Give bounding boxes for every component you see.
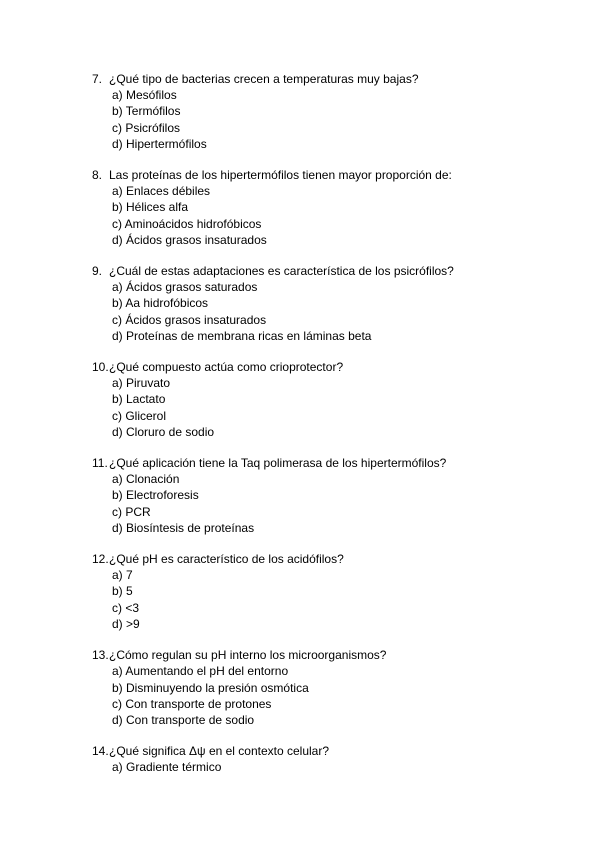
question-text: Las proteínas de los hipertermófilos tienen mayor proporción de: [109, 168, 452, 183]
option-list [92, 87, 572, 152]
question-13 [92, 647, 572, 728]
question-number: 7. [92, 72, 103, 86]
option-a: a) Mesófilos [112, 88, 177, 103]
option-a: a) Ácidos grasos saturados [112, 280, 258, 295]
option-list [92, 471, 572, 536]
question-number: 11. [92, 456, 108, 471]
question-header [92, 743, 572, 759]
option-list [92, 279, 572, 344]
question-header [92, 167, 572, 183]
question-11 [92, 455, 572, 536]
question-7 [92, 71, 572, 152]
option-b: b) Hélices alfa [112, 200, 189, 215]
question-header [92, 71, 572, 87]
question-14 [92, 743, 572, 775]
question-header [92, 263, 572, 279]
question-text: ¿Qué tipo de bacterias crecen a temperaturas muy bajas? [109, 72, 419, 86]
option-d: d) Ácidos grasos insaturados [112, 232, 267, 247]
question-header [92, 647, 572, 663]
option-d: d) Cloruro de sodio [112, 424, 215, 439]
option-c: c) Psicrófilos [112, 120, 181, 135]
question-text: ¿Cuál de estas adaptaciones es característica de los psicrófilos? [109, 264, 454, 279]
option-b: b) Lactato [112, 392, 166, 407]
option-c: c) Ácidos grasos insaturados [112, 312, 267, 327]
option-d: d) Con transporte de sodio [112, 712, 255, 727]
question-number: 10. [92, 360, 109, 375]
option-d: d) Hipertermófilos [112, 136, 207, 151]
option-c: c) PCR [112, 504, 151, 519]
option-a: a) Aumentando el pH del entorno [112, 664, 289, 679]
question-text: ¿Qué significa Δψ en el contexto celular? [109, 744, 330, 759]
question-header [92, 455, 572, 471]
question-list [92, 71, 572, 791]
question-header [92, 359, 572, 375]
option-a: a) Enlaces débiles [112, 184, 211, 199]
question-header [92, 551, 572, 567]
question-number: 9. [92, 264, 103, 279]
question-text: ¿Qué compuesto actúa como crioprotector? [109, 360, 344, 375]
option-b: b) 5 [112, 584, 133, 599]
option-list [92, 759, 572, 775]
option-list [92, 375, 572, 440]
option-d: d) >9 [112, 616, 140, 631]
question-text: ¿Cómo regulan su pH interno los microorganismos? [109, 648, 387, 663]
question-8 [92, 167, 572, 248]
option-a: a) 7 [112, 568, 133, 583]
option-a: a) Clonación [112, 472, 180, 487]
option-a: a) Piruvato [112, 376, 171, 391]
option-c: c) Con transporte de protones [112, 696, 272, 711]
question-number: 13. [92, 648, 109, 663]
option-c: c) Glicerol [112, 408, 167, 423]
question-9 [92, 263, 572, 344]
option-b: b) Aa hidrofóbicos [112, 296, 209, 311]
option-b: b) Disminuyendo la presión osmótica [112, 680, 309, 695]
option-list [92, 663, 572, 728]
option-b: b) Electroforesis [112, 488, 199, 503]
option-d: d) Proteínas de membrana ricas en láminas beta [112, 328, 372, 343]
question-text: ¿Qué pH es característico de los acidófilos? [109, 552, 344, 567]
question-12 [92, 551, 572, 632]
option-b: b) Termófilos [112, 104, 181, 119]
question-text: ¿Qué aplicación tiene la Taq polimerasa de los hipertermófilos? [109, 456, 447, 471]
option-a: a) Gradiente térmico [112, 760, 222, 775]
question-number: 8. [92, 168, 103, 183]
question-number: 14. [92, 744, 109, 759]
option-list [92, 183, 572, 248]
option-c: c) Aminoácidos hidrofóbicos [112, 216, 262, 231]
option-c: c) <3 [112, 600, 140, 615]
option-d: d) Biosíntesis de proteínas [112, 520, 255, 535]
option-list [92, 567, 572, 632]
question-10 [92, 359, 572, 440]
question-number: 12. [92, 552, 109, 567]
